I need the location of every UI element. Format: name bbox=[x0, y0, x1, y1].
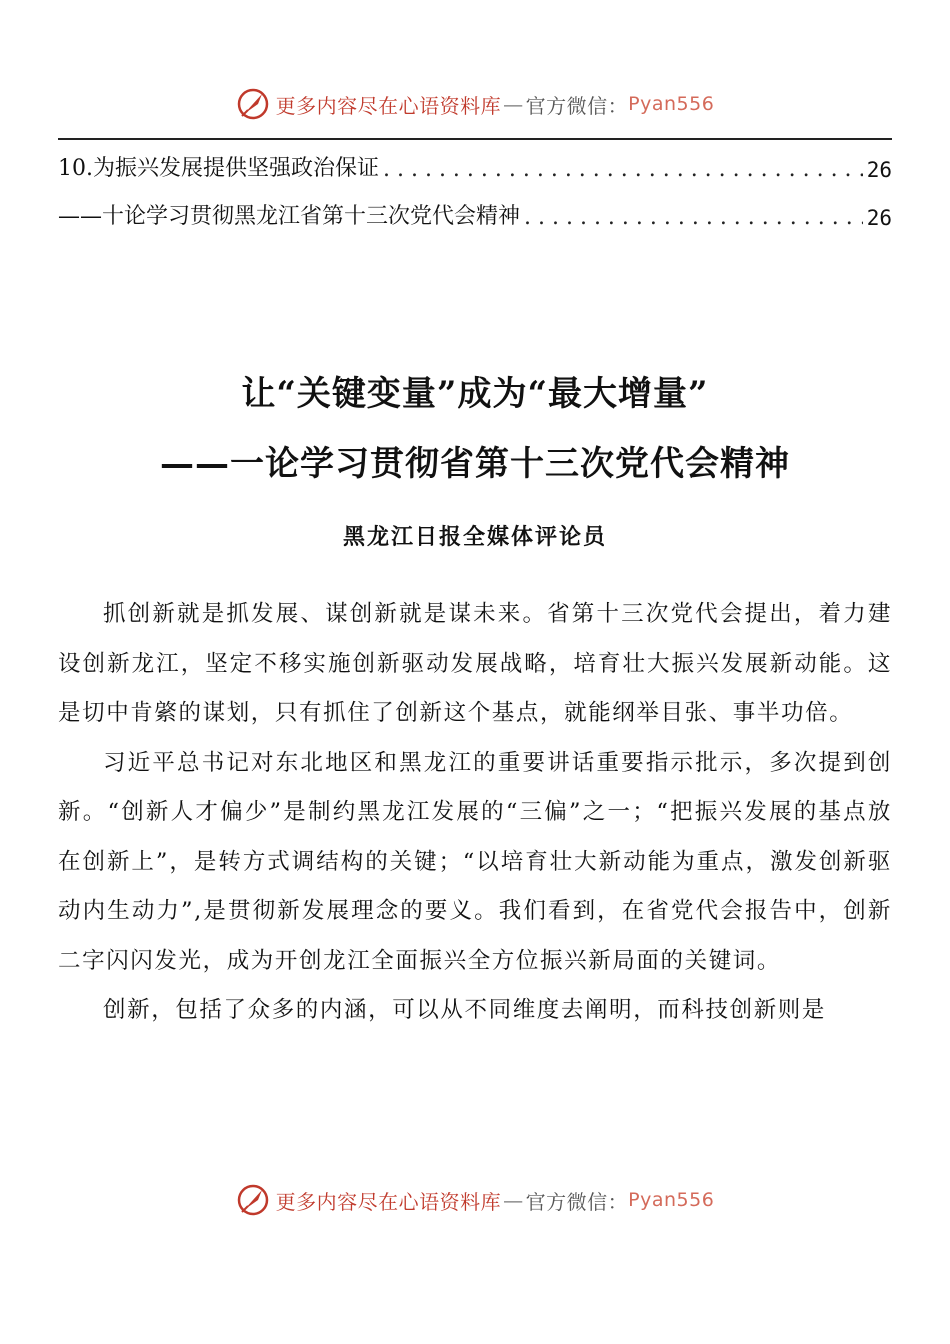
toc-entry[interactable] bbox=[58, 150, 892, 182]
article-title: 让“关键变量”成为“最大增量” bbox=[241, 374, 709, 414]
watermark-separator: — bbox=[503, 92, 524, 116]
toc-entry-page: 26 bbox=[866, 158, 892, 182]
article-byline: 黑龙江日报全媒体评论员 bbox=[342, 524, 607, 550]
wechat-label: 官方微信： bbox=[525, 93, 629, 118]
toc-entry-page: 26 bbox=[866, 206, 892, 230]
paragraph: 创新，包括了众多的内涵，可以从不同维度去阐明，而科技创新则是 bbox=[103, 997, 827, 1023]
header-rule bbox=[58, 138, 892, 140]
wechat-id: Pyan556 bbox=[628, 1189, 715, 1211]
toc-leader-dots bbox=[383, 157, 863, 182]
toc-entry-title: 10.为振兴发展提供坚强政治保证 bbox=[58, 156, 379, 181]
wechat-label: 官方微信： bbox=[525, 1189, 629, 1214]
toc-entry[interactable] bbox=[58, 198, 892, 230]
toc-leader-dots bbox=[524, 205, 863, 230]
header-watermark bbox=[0, 84, 950, 124]
footer-watermark bbox=[0, 1180, 950, 1220]
watermark-text: 更多内容尽在心语资料库 bbox=[275, 1189, 502, 1214]
quill-logo-icon bbox=[236, 87, 270, 121]
table-of-contents bbox=[58, 150, 892, 230]
watermark-separator: — bbox=[503, 1188, 524, 1212]
article-body bbox=[58, 590, 892, 1036]
paragraph: 习近平总书记对东北地区和黑龙江的重要讲话重要指示批示，多次提到创新。“创新人才偏少”是制约黑龙江发展的“三偏”之一；“把振兴发展的基点放在创新上”，是转方式调结构的关键；“以培育壮大新动能为重点，激发创新驱动内生动力”,是贯彻新发展理念的要义。我们看到，在省党代会报告中，创新二字闪闪发光，成为开创龙江全面振兴全方位振兴新局面的关键词。 bbox=[58, 749, 892, 974]
quill-logo-icon bbox=[236, 1183, 270, 1217]
paragraph: 抓创新就是抓发展、谋创新就是谋未来。省第十三次党代会提出，着力建设创新龙江，坚定不移实施创新驱动发展战略，培育壮大振兴发展新动能。这是切中肯綮的谋划，只有抓住了创新这个基点，就能纲举目张、事半功倍。 bbox=[58, 601, 892, 726]
watermark-text: 更多内容尽在心语资料库 bbox=[275, 93, 502, 118]
toc-entry-title: ——十论学习贯彻黑龙江省第十三次党代会精神 bbox=[58, 204, 521, 229]
wechat-id: Pyan556 bbox=[628, 93, 715, 115]
article-subtitle: ——一论学习贯彻省第十三次党代会精神 bbox=[160, 444, 790, 484]
